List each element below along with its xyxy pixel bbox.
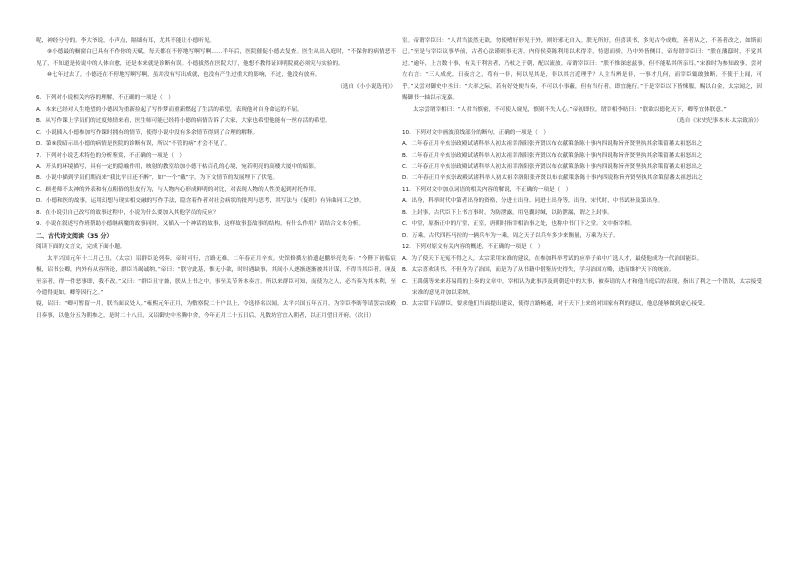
question-6-option-c: C．小说插入小德参加写作课时拥有的情节，使得小说中没有多余情节得到了合理的解释。 [36,129,259,136]
passage-paragraph-9: ⑨小德最的橱窗白已具有不作你的天赋，每天都在不停地写啊写啊……半年后，医院催促小德去复查。医生从出入庭时，“不保你的病情恶不见了，不知道是传说中的人体自愈，还是本来就是诊断有误。小德拔然在医院大厅，他想不教得证回明院就必须究与实验的。 [36,49,396,67]
reading-instruction: 阅读下面的文言文，完成下面小题。 [36,244,126,251]
section-heading-classical: 二、古代诗文阅读（35 分） [36,232,113,240]
source-citation-right: （选自《宋史纪事本末·太宗致治》） [673,118,762,125]
question-6-option-a: A．本来已经对人生绝望的小德因为重新捡起了写作梦而重新燃起了生活的希望，表现他对自身命运的不屈。 [36,106,303,113]
question-12-option-b: B．太宗喜欢读书，不但身为了治国，而是为了从书籍中借鉴历史得失，学习治国方略，进而维护天下的统治。 [402,267,675,274]
question-12-option-d: D．太宗常下诏群臣，要求他们当面提出建议，使得言路畅通，对于天下上来的对国家有利的建议，他总能够做到虚心接受。 [402,301,709,308]
question-7-option-a: A．开头的环境描写，具有一定的隐喻作用，映射的教室给加小德干枯百孔的心境，宛若明亮的高楼大厦中的暗影。 [36,163,320,170]
question-7-option-d: D．小德和医的故事，运用幻想与现实相交融的写作手法，隐含着作者对社会病状的批判与思考，其写法与《促织》有异曲同工之妙。 [36,198,365,205]
question-11-option-c: C．中堂，原指正中的厅堂，正室，唐朝时指宰相治事之处，也称中书门下之堂。文中指宰相。 [402,221,636,228]
question-6-option-b: B．从写作课上学员们的过度热情来看，医生师可能已经将小德的病情告诉了大家，大家也希望他能有一丝存活的希望。 [36,118,331,125]
question-11: 11．下列对文中加点词语的相关内容的解说，不正确的一项是（ ） [402,186,572,193]
question-11-option-a: A．出身，科举时代中第者出身的资格，分进士出身、同进士出身等，出身，宋代时，中书试补及第出身。 [402,198,664,205]
question-7: 7．下列对小说艺术特色的分析鉴赏，不正确的一项是（ ） [36,152,185,159]
left-column [36,36,396,322]
classical-passage-continuation-2: 太宗尝谓宰相曰：“人君当慎密，不可使人窥见，慎则不失人心。”帝初即位，谓宰相李昉曰：“朕欲以德化天下，卿等宜体朕意。” [413,106,727,113]
question-12-option-c: C．王禹偁等来来苏易简的上奏的文章中，宰相认为此事涉及到朝廷中的大事，被奏请的人才和他当庭后的表现，指出了利之一个错误，太宗接受宋准的意见并加以采纳。 [402,278,762,296]
question-7-option-b: B．小说中描到学员们期而来“我比平日还不醉”，如“一个“戴”字，为下文情节的发展埋下了伏笔。 [36,175,279,182]
question-10-option-d: D．二年春正月辛亥崇政殿试诸科举人初太祖幸洛阳张齐贤以布衣献策条陈十事内四说称旨齐贤坚执其余策留蕃太祖怒出之 [402,175,703,182]
right-column [402,36,762,311]
question-7-option-c: C．顾老师不太神的外表和有点粗俗的肚皮行为，与人物内心形成鲜明的对比，对表现人物的人性美起到衬托作用。 [36,186,320,193]
question-11-option-b: B．上封事，古代臣下上书言事时，为防泄露，用皂囊封缄，以防泄漏，谓之上封事。 [402,209,613,216]
question-9: 9．小说在叙述写作班帮助小德继病魔的故事同时，又插入一个神话的故事，这样故事套故事的结构，有什么作用？请结合文本分析。 [36,221,364,228]
question-6-option-d: D．第⑨段暗示出小德的病情是医院的诊断有误，所以“不管的病”才会不见了。 [36,141,231,148]
question-10-option-c: C．二年春正月辛亥崇政殿试诸科举人初太祖幸洛阳张齐贤以布衣献策条陈十事内四说称旨齐贤坚执其余策留蕃太祖怒出之 [402,163,703,170]
question-6: 6．下列对小说相关内容的理解，不正确的一项是（ ） [36,95,174,102]
question-10-option-a: A．二年春正月辛亥崇政殿试诸科举人初太祖幸洛阳张齐贤以布衣献策条陈十事内四说称旨齐贤坚执其余策留蕃太祖怒出之 [402,141,703,148]
passage-paragraph-10: ⑩七年过去了，小德还在不停地写啊写啊，虽并没有写出成就，也没有产生过重大的影响，不过，他没有放弃。 [47,72,321,79]
question-10-option-b: B．二年春正月辛亥崇政殿试诸科举人初太祖幸洛阳张齐贤以布衣献策条陈十事内四说称旨齐贤坚执其余策留蕃太祖怒出之 [402,152,703,159]
question-8: 8．在小说引自己改写的故事过程中，小说为什么要加入其他学员的反应？ [36,209,219,216]
passage-paragraph-continuation: 呢，神经兮兮的。李大爷说，小声点，隔墙有耳，尤其不能让小德听见。 [36,38,216,44]
question-12-option-a: A．为了使天下无冤不得之人，太宗采用宋准的建议，在参加科举考试的应举子弟中广选人才，最使他成为一代治国能臣。 [402,255,703,262]
classical-passage-part-1: 太平兴国元年十二月己丑，（太宗）诏群臣论列奏，帝时可行，言路无难。二年春正月辛亥，史馆修撰左拾遗赵鹏举亮先奏：“今陛下初临宸极，诏书公卿，内外有从容所论，群臣当竭诚纳。”帝曰：“朕守此基，惟无小欲，时时遇缺事，其间小人逐渐逐渐被其计谋，不得当其臣者，诬及至亲者，得一件恶事即，我不改。”又曰：“群臣且守兼，朕从上书之中，事至关节务本奏言，所以来群臣可知，而使为之人，必当奏为其本利，至今遣得更如，卿等因行之。” [36,255,396,296]
question-12: 12．下列对原文有关内容的概述，不正确的一项是（ ） [402,244,544,251]
question-11-option-d: D．万乘，古代四匹马拉的一辆兵车为一乘，周之天子以兵车多少来衡量，万乘为天子。 [402,232,619,239]
question-10: 10．下列对文中画波浪线部分的断句，正确的一项是（ ） [402,129,549,136]
classical-passage-part-2: 寝，诏曰：“卿可暂留一月，朕当面议处人。”雍熙元年正月，为敷察院二十户以上，令选择名以闻。太平兴国五年五月，为宰臣李昉等请罢宗成殿日奏事，以他分五为朝参之，是时二十八日，又诏御史中丞腾中舍，今年正月二十五日后，凡数坊官宜入朝者，以正月望日开府。（次日） [36,301,396,319]
source-citation: （选自《小小说选刊》） [337,83,396,90]
classical-passage-continuation: 室。帝谓宰臣曰：“人君当淡然无欲，勿使嗜好形见于外，则奸邪无自入。朕无所好，但喜读书，多见古今成败，善者从之，不善者改之，如斯而已。”至是与宰臣议事毕前，古者心法谨则事无害，内侍侯莫陈利用以术得幸，恃恩而骄，乃中外皆侧目，帝每谓宰臣曰：“朕在藩邸时，不觉其过。”逾年，上言数十事，有关于利害者，乃杖之于朝，配以流放。帝谓宰臣曰：“朕不惟深虑兹事，但不能私其所亲耳。”宋准时为参知政事，尝对左右言：“三人成虎，日夜言之，苟有一非，何以见其是，非以其言近理乎？人主当辨是非，一事才几何，而宰臣辄敢独断，不使于上闻，可乎。”又尝对御史中丞曰：“大率之际，若有好处便当奏，不可以小事蔽，但有当行者，即宜施行。”于是宰臣以下皆悚服，赐以白金，太宗闻之，因赐御书一轴以示宠嘉。 [402,38,762,102]
